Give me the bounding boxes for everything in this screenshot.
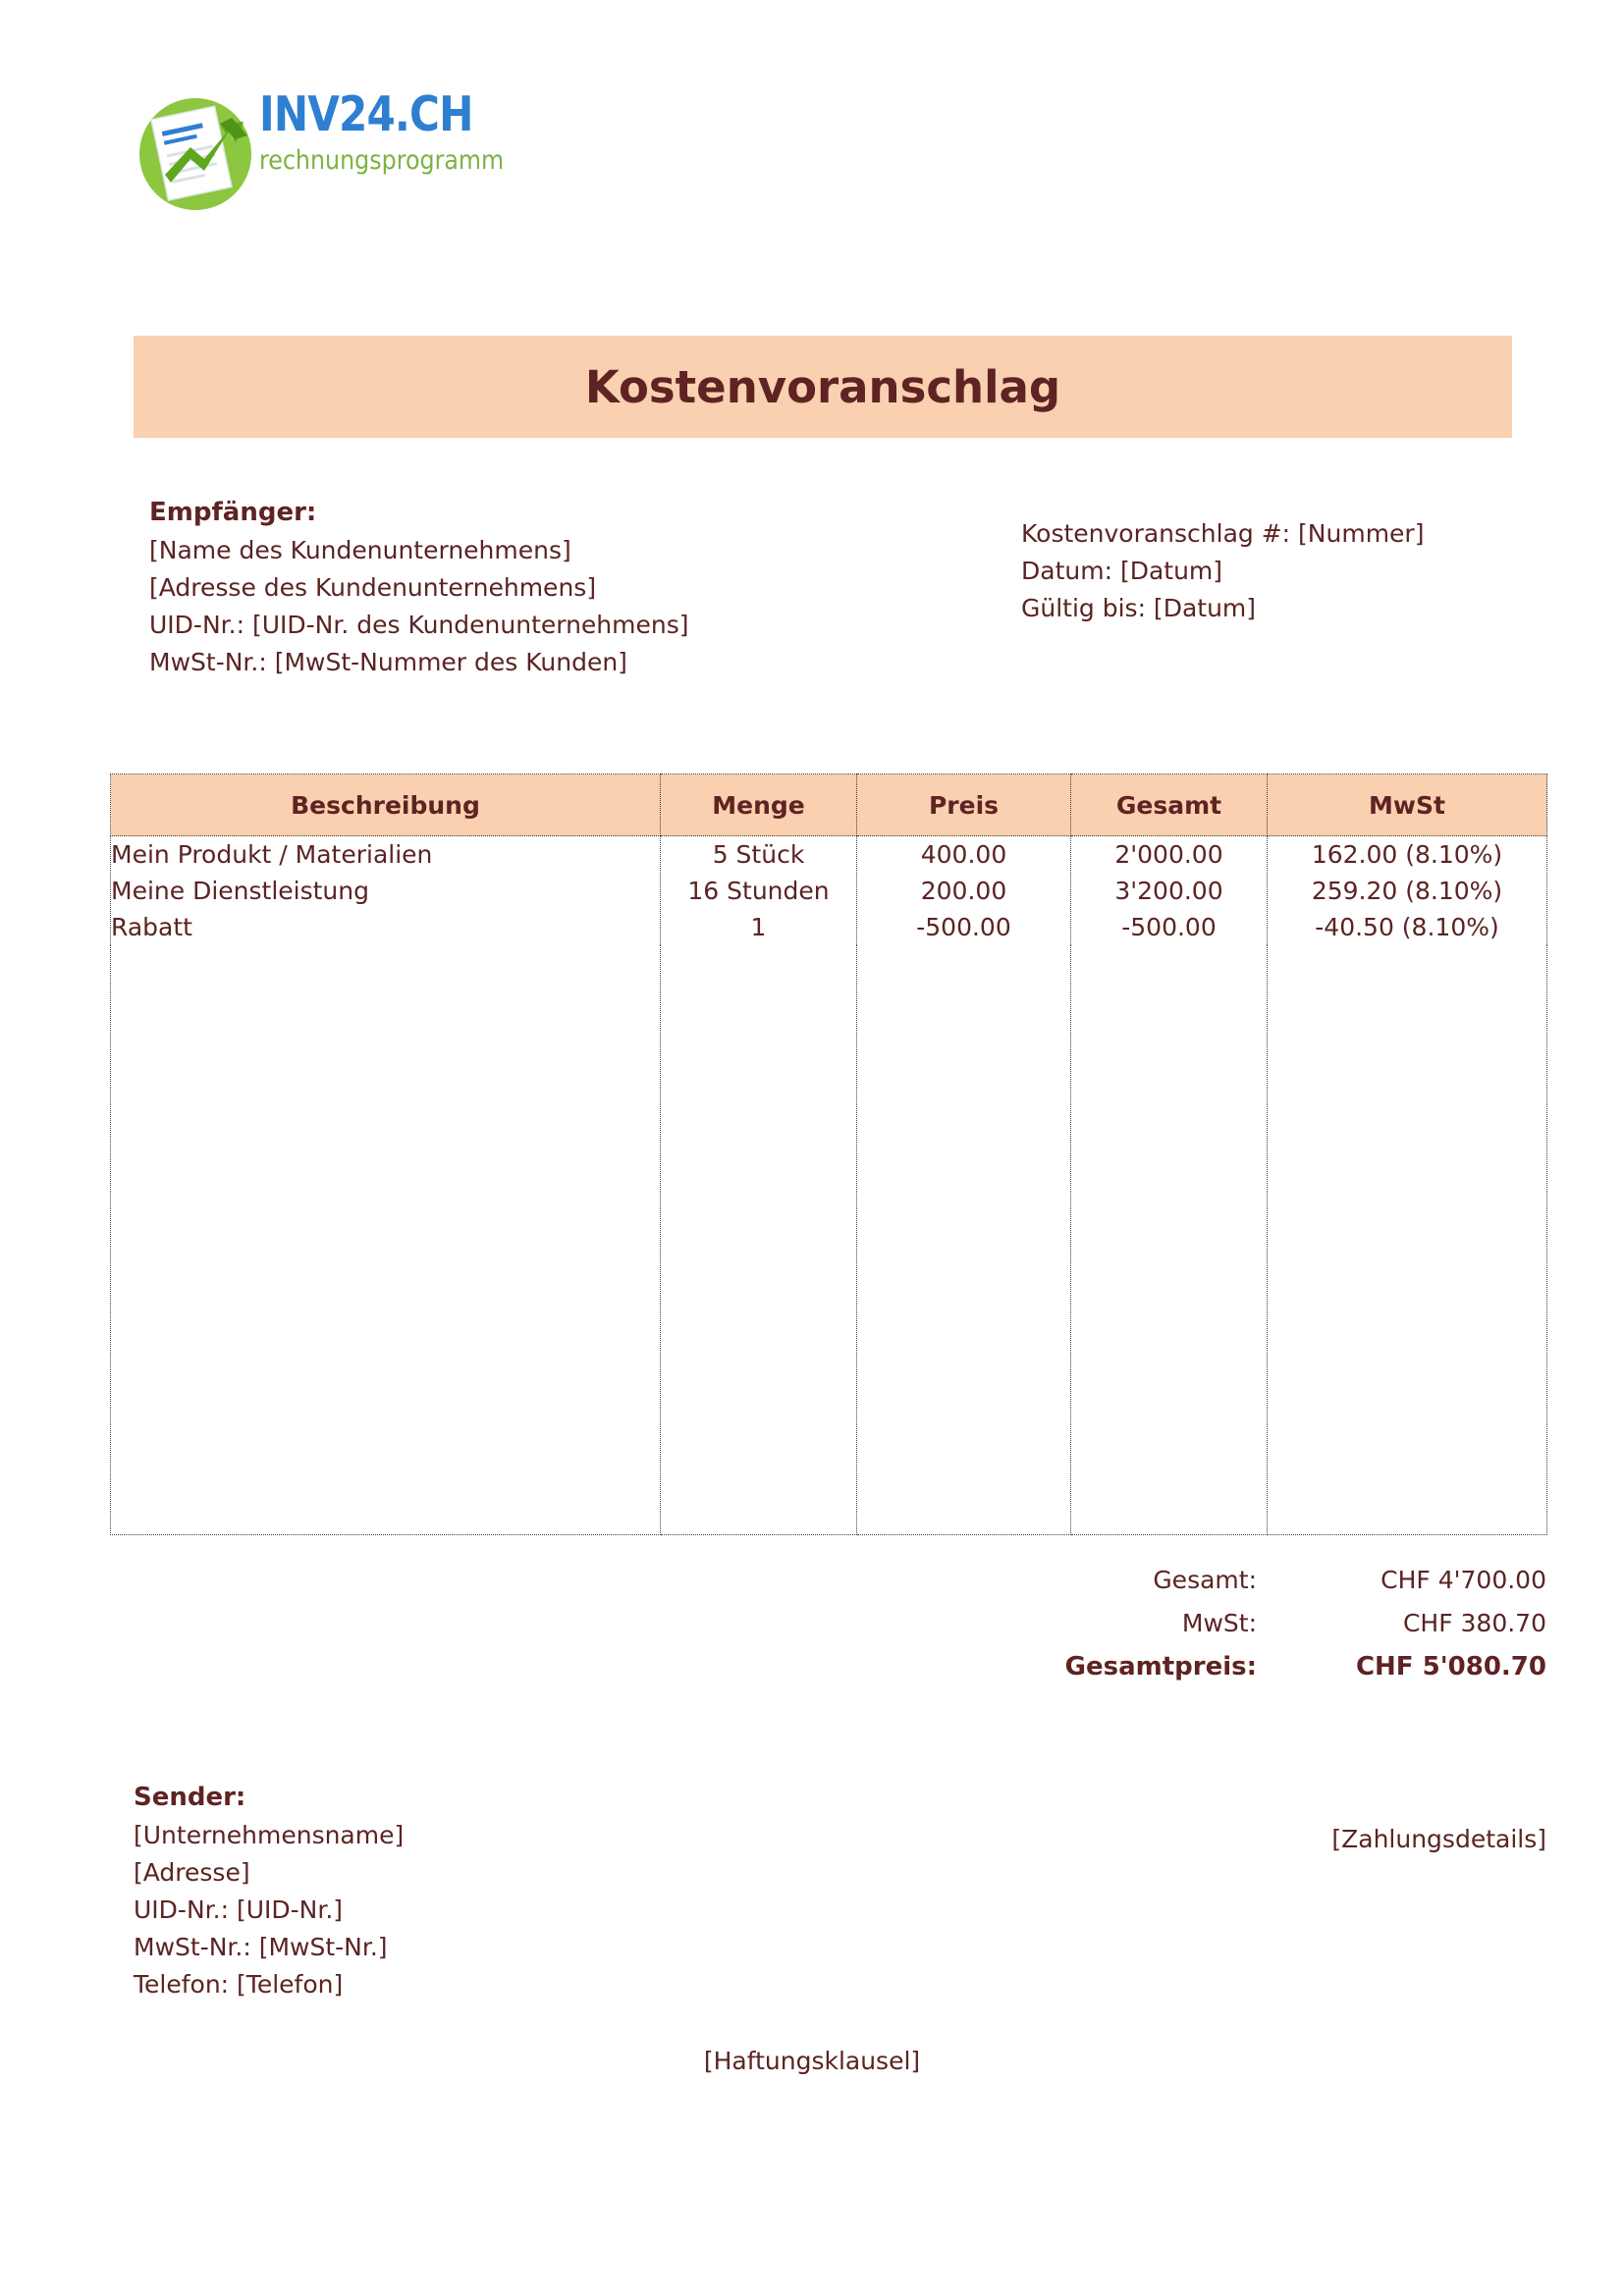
recipient-line-name: [Name des Kundenunternehmens] [149,536,571,564]
table-cell-vat [1268,836,1547,946]
sender-line-vat: MwSt-Nr.: [MwSt-Nr.] [134,1933,388,1961]
sender-block [134,1779,821,2003]
vat-value: CHF 380.70 [1402,1609,1546,1637]
brand-tagline: rechnungsprogramm [259,145,505,176]
meta-line-number: Kostenvoranschlag #: [Nummer] [1021,519,1425,548]
subtotal-label: Gesamt: [1153,1566,1257,1594]
table-cell-description [111,836,661,946]
table-cell-price [857,836,1071,946]
recipient-line-address: [Adresse des Kundenunternehmens] [149,573,597,602]
column-header-vat: MwSt [1268,774,1547,836]
recipient-heading: Empfänger: [149,498,317,527]
meta-line-date: Datum: [Datum] [1021,557,1223,585]
item-vat: 259.20 (8.10%) [1311,877,1503,905]
totals-block [962,1559,1546,1688]
item-description: Meine Dienstleistung [111,877,369,905]
inv24-logo-icon [134,92,257,216]
sender-line-address: [Adresse] [134,1858,250,1887]
table-cell-quantity [661,836,857,946]
item-price: 200.00 [920,877,1007,905]
item-price: -500.00 [916,913,1011,941]
totals-row-subtotal [962,1559,1546,1602]
item-description: Mein Produkt / Materialien [111,840,433,869]
item-quantity: 5 Stück [712,840,805,869]
totals-row-vat [962,1602,1546,1645]
table-cell-total [1071,836,1268,946]
sender-line-company: [Unternehmensname] [134,1821,405,1849]
item-quantity: 16 Stunden [687,877,830,905]
meta-line-valid-until: Gültig bis: [Datum] [1021,594,1257,622]
table-filler-cell [111,945,661,1535]
subtotal-value: CHF 4'700.00 [1380,1566,1546,1594]
item-price: 400.00 [920,840,1007,869]
table-row [111,836,1547,946]
item-total: 3'200.00 [1114,877,1223,905]
item-vat: -40.50 (8.10%) [1315,913,1499,941]
item-description: Rabatt [111,913,192,941]
line-items-table [110,774,1547,1535]
sender-line-phone: Telefon: [Telefon] [134,1970,344,1999]
brand-name: INV24.CH [259,86,473,142]
item-vat: 162.00 (8.10%) [1311,840,1503,869]
sender-line-uid: UID-Nr.: [UID-Nr.] [134,1896,344,1924]
recipient-line-vat: MwSt-Nr.: [MwSt-Nummer des Kunden] [149,648,627,676]
sender-heading: Sender: [134,1783,246,1812]
table-filler-row [111,945,1547,1535]
item-total: -500.00 [1121,913,1217,941]
table-filler-cell [857,945,1071,1535]
table-filler-cell [661,945,857,1535]
column-header-quantity: Menge [661,774,857,836]
grand-total-value: CHF 5'080.70 [1355,1652,1546,1682]
document-title-banner [134,336,1512,438]
recipient-block [149,494,856,681]
page-title: Kostenvoranschlag [584,360,1061,413]
item-total: 2'000.00 [1114,840,1223,869]
column-header-price: Preis [857,774,1071,836]
recipient-line-uid: UID-Nr.: [UID-Nr. des Kundenunternehmens] [149,611,689,639]
column-header-total: Gesamt [1071,774,1268,836]
column-header-description: Beschreibung [111,774,661,836]
item-quantity: 1 [750,913,767,941]
grand-total-label: Gesamtpreis: [1064,1652,1257,1682]
vat-label: MwSt: [1181,1609,1257,1637]
brand-logo [134,86,546,224]
table-header-row [111,774,1547,836]
totals-row-grand [962,1645,1546,1688]
table-filler-cell [1268,945,1547,1535]
liability-clause: [Haftungsklausel] [703,2047,921,2075]
document-meta-block [1021,515,1512,627]
payment-details: [Zahlungsdetails] [1331,1825,1546,1853]
table-filler-cell [1071,945,1268,1535]
brand-wordmark [259,86,544,177]
